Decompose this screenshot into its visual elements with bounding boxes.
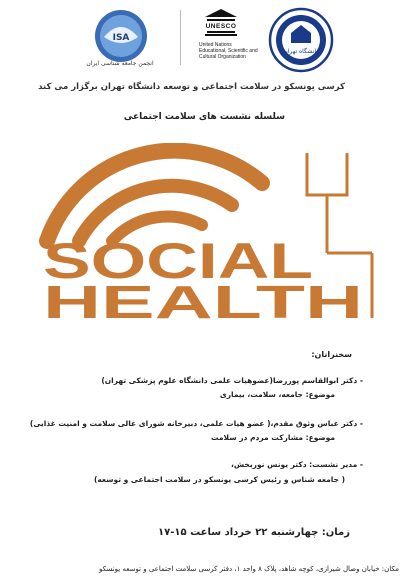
moderator-line: - مدیر نشست: دکتر یونس نوربخش،	[230, 460, 363, 469]
speaker-2-topic: موضوع: مشارکت مردم در سلامت	[210, 433, 335, 442]
moderator-title: ( جامعه شناس و رئیس کرسی یونسکو در سلامت اجتماعی و توسعه)	[93, 475, 345, 484]
svg-text:UNESCO: UNESCO	[205, 23, 237, 30]
speaker-1-line: - دکتر ابوالقاسم پوررضا(عضوهیات علمی دانشگاه علوم پزشکی تهران)	[101, 376, 363, 385]
svg-text:ISA: ISA	[112, 33, 130, 43]
logo-word-social: SOCIAL	[43, 233, 313, 289]
logo-word-health: HEALTH	[43, 276, 363, 328]
series-title: سلسله نشست های سلامت اجتماعی	[123, 112, 285, 122]
header-divider	[180, 10, 181, 65]
iran-association-caption: انجمن جامعه شناسی ایران	[86, 60, 154, 67]
event-place: مکان: خیابان وصال شیرازی، کوچه شاهد، پلاک ۸ واحد ۱، دفتر کرسی سلامت اجتماعی و توسعه یونسکو	[98, 565, 399, 573]
speaker-1-topic: موضوع: جامعه، سلامت، بیماری	[219, 390, 335, 399]
intro-line: کرسی یونسکو در سلامت اجتماعی و توسعه دانشگاه تهران برگزار می کند	[38, 82, 345, 92]
tower-top	[307, 153, 347, 195]
speaker-2-line: - دکتر عباس وثوق مقدم،( عضو هیات علمی، دبیرخانه شورای عالی سلامت و امنیت غذایی)	[29, 419, 363, 428]
speakers-heading: سخنرانان:	[311, 350, 352, 359]
event-time: زمان: چهارشنبه ۲۲ خرداد ساعت ۱۵-۱۷	[158, 527, 350, 538]
university-of-tehran-logo	[268, 7, 334, 73]
unesco-logo	[197, 8, 267, 60]
unesco-temple-icon	[203, 8, 239, 36]
iranian-sociological-association-logo	[92, 7, 150, 65]
social-health-logo	[37, 143, 382, 343]
unesco-org-name: United Nations Educational, Scientific and Cultural Organization	[199, 42, 258, 60]
svg-text:دانشگاه تهران: دانشگاه تهران	[283, 48, 319, 55]
